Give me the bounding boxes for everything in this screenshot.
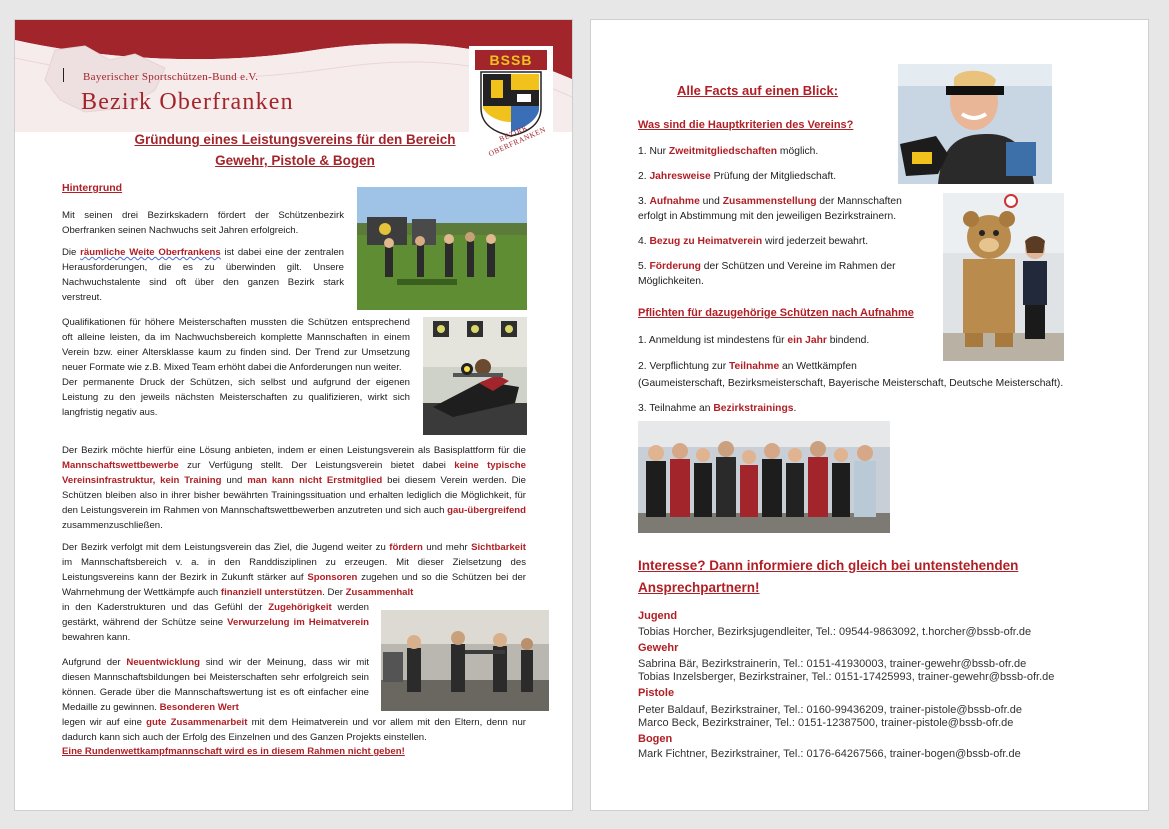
paragraph-goals-a bbox=[62, 540, 526, 600]
highlight-roots: Verwurzelung im Heimatverein bbox=[227, 617, 369, 628]
bssb-logo bbox=[469, 46, 553, 159]
text-run: 5. bbox=[638, 261, 650, 272]
duty-2 bbox=[638, 359, 938, 374]
interest-heading: Interesse? Dann informiere dich gleich bei untenstehenden Ansprechpartnern! bbox=[638, 558, 1019, 595]
highlight-financial-support: finanziell unterstützen bbox=[220, 587, 323, 598]
text-run: mit dem Heimatverein und vor allem mit den Eltern, denn nur dadurch kann sich auch der Erfolg des Einzelnen und des Ganzen Projekts einstellen. bbox=[62, 717, 526, 743]
paragraph-distance bbox=[62, 245, 344, 305]
text-run: und bbox=[221, 475, 248, 486]
text-run: 2. bbox=[638, 171, 650, 182]
photo-mascot bbox=[943, 193, 1064, 361]
highlight-cross-gau: gau-übergreifend bbox=[447, 505, 526, 516]
duty-3 bbox=[638, 401, 938, 416]
text-run: bei diesem Verein werden. Die Schützen bleiben also in ihrer bisher bewährten Trainingssituation und erhalten lediglich die Möglichkeit, für den Leistungsverein im Rahmen von Mannschaftswettbewerben anzutreten und sich auch bbox=[62, 475, 526, 516]
criterion-1 bbox=[638, 144, 888, 159]
logo-letters: BSSB bbox=[489, 52, 533, 68]
highlight-special-value: Besonderen Wert bbox=[159, 702, 239, 713]
contact-gewehr-2: Tobias Inzelsberger, Bezirkstrainer, Tel.: 0151-17425993, trainer-gewehr@bssb-ofr.de bbox=[638, 671, 1055, 683]
paragraph-solution bbox=[62, 443, 526, 533]
contact-pistole-2: Marco Beck, Bezirkstrainer, Tel.: 0151-12387500, trainer-pistole@bssb-ofr.de bbox=[638, 717, 1014, 729]
text-run: 2. Verpflichtung zur bbox=[638, 361, 730, 372]
section-heading-background: Hintergrund bbox=[62, 182, 123, 194]
text-run: Prüfung der Mitgliedschaft. bbox=[710, 171, 837, 182]
highlight-distance: räumliche Weite Oberfrankens bbox=[80, 247, 221, 258]
highlight-team-competitions: Mannschaftswettbewerbe bbox=[62, 460, 179, 471]
text-run: Die bbox=[62, 247, 81, 258]
highlight-visibility: Sichtbarkeit bbox=[471, 542, 526, 553]
text-run: 3. bbox=[638, 196, 650, 207]
text-run: an Wettkämpfen bbox=[779, 361, 857, 372]
category-pistole: Pistole bbox=[638, 687, 675, 699]
text-run: sind wir der Meinung, dass wir mit diesen Mannschaftsbildungen bei Meisterschaften sehr erfolgreich sein können. Gerade über die Mannschaftswertung ist es oft einfacher eine Medaille zu gewinnen. bbox=[62, 657, 369, 713]
category-bogen: Bogen bbox=[638, 733, 673, 745]
duties-heading: Pflichten für dazugehörige Schützen nach Aufnahme bbox=[638, 307, 914, 319]
highlight-yearly: Jahresweise bbox=[649, 171, 711, 182]
paragraph-pressure: Der permanente Druck der Schützen, sich selbst und aufgrund der eigenen Leistung zu den jeweils nächsten Meisterschaften zu qualifizieren, wirkt sich langfristig negativ aus. bbox=[62, 377, 410, 418]
logo-arc-text: BEZIRK OBERFRANKEN bbox=[486, 122, 548, 159]
photo-indoor-pistol bbox=[381, 610, 549, 711]
photo-group bbox=[638, 421, 890, 533]
highlight-foster: fördern bbox=[389, 542, 423, 553]
text-run: ist dabei eine der zentralen Herausforderungen, die es zu überwinden gilt. Unsere Nachwuchstalente sind oft über den ganzen Bezirk stark verstreut. bbox=[62, 247, 344, 303]
association-name: Bayerischer Sportschützen-Bund e.V. bbox=[83, 71, 259, 83]
facts-heading: Alle Facts auf einen Blick: bbox=[677, 83, 839, 98]
paragraph-intro: Mit seinen drei Bezirkskadern fördert der Schützenbezirk Oberfranken seinen Nachwuchs seit Jahren erfolgreich. bbox=[62, 210, 344, 236]
highlight-home-club: Bezug zu Heimatverein bbox=[649, 236, 763, 247]
highlight-support: Förderung bbox=[649, 261, 701, 272]
highlight-one-year: ein Jahr bbox=[787, 335, 827, 346]
category-jugend: Jugend bbox=[638, 610, 678, 622]
criterion-3 bbox=[638, 194, 928, 224]
text-run: 1. Nur bbox=[638, 146, 669, 157]
closing-statement: Eine Rundenwettkampfmannschaft wird es in diesem Rahmen nicht geben! bbox=[62, 746, 405, 757]
highlight-belonging: Zugehörigkeit bbox=[268, 602, 332, 613]
criteria-heading: Was sind die Hauptkriterien des Vereins? bbox=[638, 119, 854, 131]
text-run: bewahren kann. bbox=[62, 632, 131, 643]
text-run: Der Bezirk möchte hierfür eine Lösung anbieten, indem er einen Leistungsverein als Basisplattform für die bbox=[62, 445, 526, 456]
text-run: legen wir auf eine bbox=[62, 717, 147, 728]
text-run: möglich. bbox=[777, 146, 819, 157]
highlight-sponsors: Sponsoren bbox=[307, 572, 358, 583]
text-run: wird jederzeit bewahrt. bbox=[762, 236, 869, 247]
photo-outdoor-archery bbox=[357, 187, 527, 310]
text-run: zur Verfügung stellt. Der Leistungsverein bietet dabei bbox=[178, 460, 455, 471]
highlight-not-first-member: man kann nicht Erstmitglied bbox=[247, 475, 383, 486]
criterion-2 bbox=[638, 169, 888, 184]
contact-bogen-1: Mark Fichtner, Bezirkstrainer, Tel.: 0176-64267566, trainer-bogen@bssb-ofr.de bbox=[638, 748, 1021, 760]
district-name: Bezirk Oberfranken bbox=[81, 89, 294, 115]
text-run: der Schützen und Vereine im Rahmen der Möglichkeiten. bbox=[638, 261, 896, 287]
contact-gewehr-1: Sabrina Bär, Bezirkstrainerin, Tel.: 0151-41930003, trainer-gewehr@bssb-ofr.de bbox=[638, 658, 1027, 670]
text-run: . bbox=[793, 403, 797, 414]
text-run: 4. bbox=[638, 236, 650, 247]
text-run: Der Bezirk verfolgt mit dem Leistungsverein das Ziel, die Jugend weiter zu bbox=[62, 542, 390, 553]
text-cursor bbox=[63, 68, 64, 82]
duty-1 bbox=[638, 333, 928, 348]
highlight-new-development: Neuentwicklung bbox=[126, 657, 200, 668]
criterion-5 bbox=[638, 259, 928, 289]
paragraph-success bbox=[62, 655, 369, 715]
text-run: der Mannschaften erfolgt in Abstimmung mit den jeweiligen Bezirkstrainern. bbox=[638, 196, 902, 222]
photo-prone-shooter bbox=[423, 317, 527, 435]
text-run: in den Kaderstrukturen und das Gefühl der bbox=[62, 602, 269, 613]
text-run: Aufgrund der bbox=[62, 657, 127, 668]
highlight-district-training: Bezirkstrainings bbox=[713, 403, 794, 414]
page-title-line2: Gewehr, Pistole & Bogen bbox=[215, 153, 375, 168]
text-run: zusammenzuschließen. bbox=[62, 520, 163, 531]
contact-jugend-1: Tobias Horcher, Bezirksjugendleiter, Tel.: 09544-9863092, t.horcher@bssb-ofr.de bbox=[638, 626, 1032, 638]
highlight-participation: Teilnahme bbox=[729, 361, 780, 372]
paragraph-cooperation bbox=[62, 715, 526, 745]
duty-2-competitions: (Gaumeisterschaft, Bezirksmeisterschaft, Bayerische Meisterschaft, Deutsche Meisterschaft). bbox=[638, 378, 1064, 389]
text-run: und mehr bbox=[422, 542, 472, 553]
document-page-left bbox=[14, 19, 573, 811]
highlight-no-infrastructure: keine typische Vereinsinfrastruktur, kein Training bbox=[62, 460, 526, 486]
text-run: zugehen und so die Schützen bei der Wahrnehmung der Wettkämpfe auch bbox=[62, 572, 526, 598]
highlight-admission: Aufnahme bbox=[649, 196, 700, 207]
highlight-cooperation: gute Zusammenarbeit bbox=[146, 717, 248, 728]
text-run: im Mannschaftsbereich v. a. in den Randdisziplinen zu erzeugen. Mit dieser Zielsetzung des Leistungsvereins kann der Bezirk in Zukunft stärker auf bbox=[62, 557, 526, 583]
highlight-cohesion: Zusammenhalt bbox=[345, 587, 414, 598]
text-run: und bbox=[699, 196, 723, 207]
document-page-right bbox=[590, 19, 1149, 811]
criterion-4 bbox=[638, 234, 928, 249]
text-run: . Der bbox=[322, 587, 346, 598]
page-title-line1: Gründung eines Leistungsvereins für den Bereich bbox=[134, 132, 456, 147]
text-run: 3. Teilnahme an bbox=[638, 403, 714, 414]
category-gewehr: Gewehr bbox=[638, 642, 679, 654]
text-run: werden gestärkt, während der Schütze seine bbox=[62, 602, 369, 628]
text-run: 1. Anmeldung ist mindestens für bbox=[638, 335, 788, 346]
text-run: bindend. bbox=[826, 335, 870, 346]
highlight-second-membership: Zweitmitgliedschaften bbox=[668, 146, 778, 157]
contact-pistole-1: Peter Baldauf, Bezirkstrainer, Tel.: 0160-99436209, trainer-pistole@bssb-ofr.de bbox=[638, 704, 1022, 716]
paragraph-qualification: Qualifikationen für höhere Meisterschaften mussten die Schützen entsprechend oft alleine leisten, da im Nachwuchsbereich komplette Mannschaften in einem Verein bzw. einer Altersklasse kaum zu finden sind. Der Trend zur Umsetzung neuer Formate wie z.B. Mixed Team erhöht dabei die Anforderungen nun weiter. bbox=[62, 317, 410, 373]
paragraph-goals-b bbox=[62, 600, 369, 645]
highlight-composition: Zusammenstellung bbox=[722, 196, 817, 207]
photo-smiling-shooter bbox=[898, 64, 1052, 184]
